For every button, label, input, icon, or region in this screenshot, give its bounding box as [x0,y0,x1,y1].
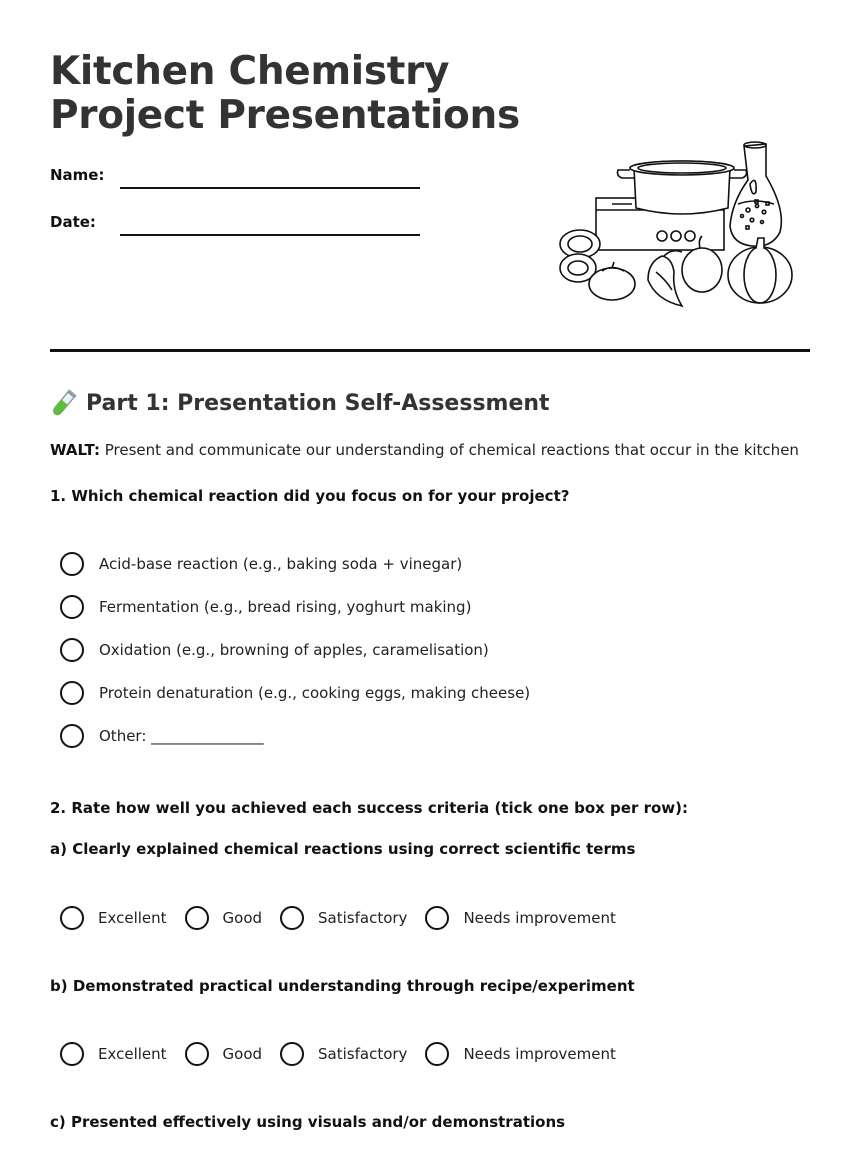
criterion-c: c) Presented effectively using visuals and/or demonstrations [50,1113,566,1131]
option-label: Fermentation (e.g., bread rising, yoghurt making) [99,598,472,616]
option-label: Other: _______________ [99,727,264,745]
radio-button[interactable] [280,906,304,930]
walt-label: WALT: [50,441,100,459]
radio-button[interactable] [425,906,449,930]
option-label: Acid-base reaction (e.g., baking soda + vinegar) [99,555,463,573]
rating-satisfactory[interactable] [280,1042,407,1066]
radio-button[interactable] [185,906,209,930]
radio-button[interactable] [60,552,84,576]
question-1: 1. Which chemical reaction did you focus on for your project? [50,487,570,505]
walt-text: Present and communicate our understanding of chemical reactions that occur in the kitchen [99,441,799,459]
rating-row-a [60,906,634,930]
title-line-1: Kitchen Chemistry [50,49,450,94]
radio-button[interactable] [280,1042,304,1066]
rating-good[interactable] [185,906,263,930]
rating-good[interactable] [185,1042,263,1066]
radio-button[interactable] [60,1042,84,1066]
page-title [50,50,520,138]
section-heading-text: Part 1: Presentation Self-Assessment [86,390,550,416]
rating-label: Satisfactory [318,909,408,927]
pumpkin-icon [728,238,792,303]
rating-satisfactory[interactable] [280,906,407,930]
header-divider [50,349,810,352]
question-2: 2. Rate how well you achieved each success criteria (tick one box per row): [50,799,689,817]
rating-label: Good [222,909,263,927]
option-fermentation[interactable] [60,595,471,619]
kitchen-illustration [552,140,802,315]
name-label: Name: [50,166,105,184]
option-label: Protein denaturation (e.g., cooking eggs, making cheese) [99,684,531,702]
criterion-b: b) Demonstrated practical understanding through recipe/experiment [50,977,635,995]
radio-button[interactable] [425,1042,449,1066]
rating-label: Good [222,1045,263,1063]
rating-label: Excellent [98,1045,167,1063]
onion-icon [682,236,722,292]
rating-label: Needs improvement [463,909,616,927]
criterion-a: a) Clearly explained chemical reactions using correct scientific terms [50,840,636,858]
option-label: Oxidation (e.g., browning of apples, caramelisation) [99,641,489,659]
radio-button[interactable] [60,681,84,705]
option-acid-base[interactable] [60,552,462,576]
flask-icon [730,142,781,246]
rating-row-b [60,1042,634,1066]
pepper-icon [648,251,682,306]
rating-label: Needs improvement [463,1045,616,1063]
date-label: Date: [50,213,96,231]
rating-excellent[interactable] [60,1042,167,1066]
rating-needs-improvement[interactable] [425,906,615,930]
option-oxidation[interactable] [60,638,489,662]
rating-needs-improvement[interactable] [425,1042,615,1066]
name-field[interactable] [120,187,420,189]
walt-statement [50,441,799,459]
radio-button[interactable] [60,595,84,619]
test-tube-icon [50,389,78,417]
option-other[interactable] [60,724,264,748]
rating-label: Excellent [98,909,167,927]
option-protein-denaturation[interactable] [60,681,530,705]
title-line-2: Project Presentations [50,93,520,138]
rating-excellent[interactable] [60,906,167,930]
radio-button[interactable] [185,1042,209,1066]
pot-icon [618,161,747,214]
date-field[interactable] [120,234,420,236]
radio-button[interactable] [60,724,84,748]
rating-label: Satisfactory [318,1045,408,1063]
radio-button[interactable] [60,906,84,930]
section-heading [50,389,550,417]
radio-button[interactable] [60,638,84,662]
